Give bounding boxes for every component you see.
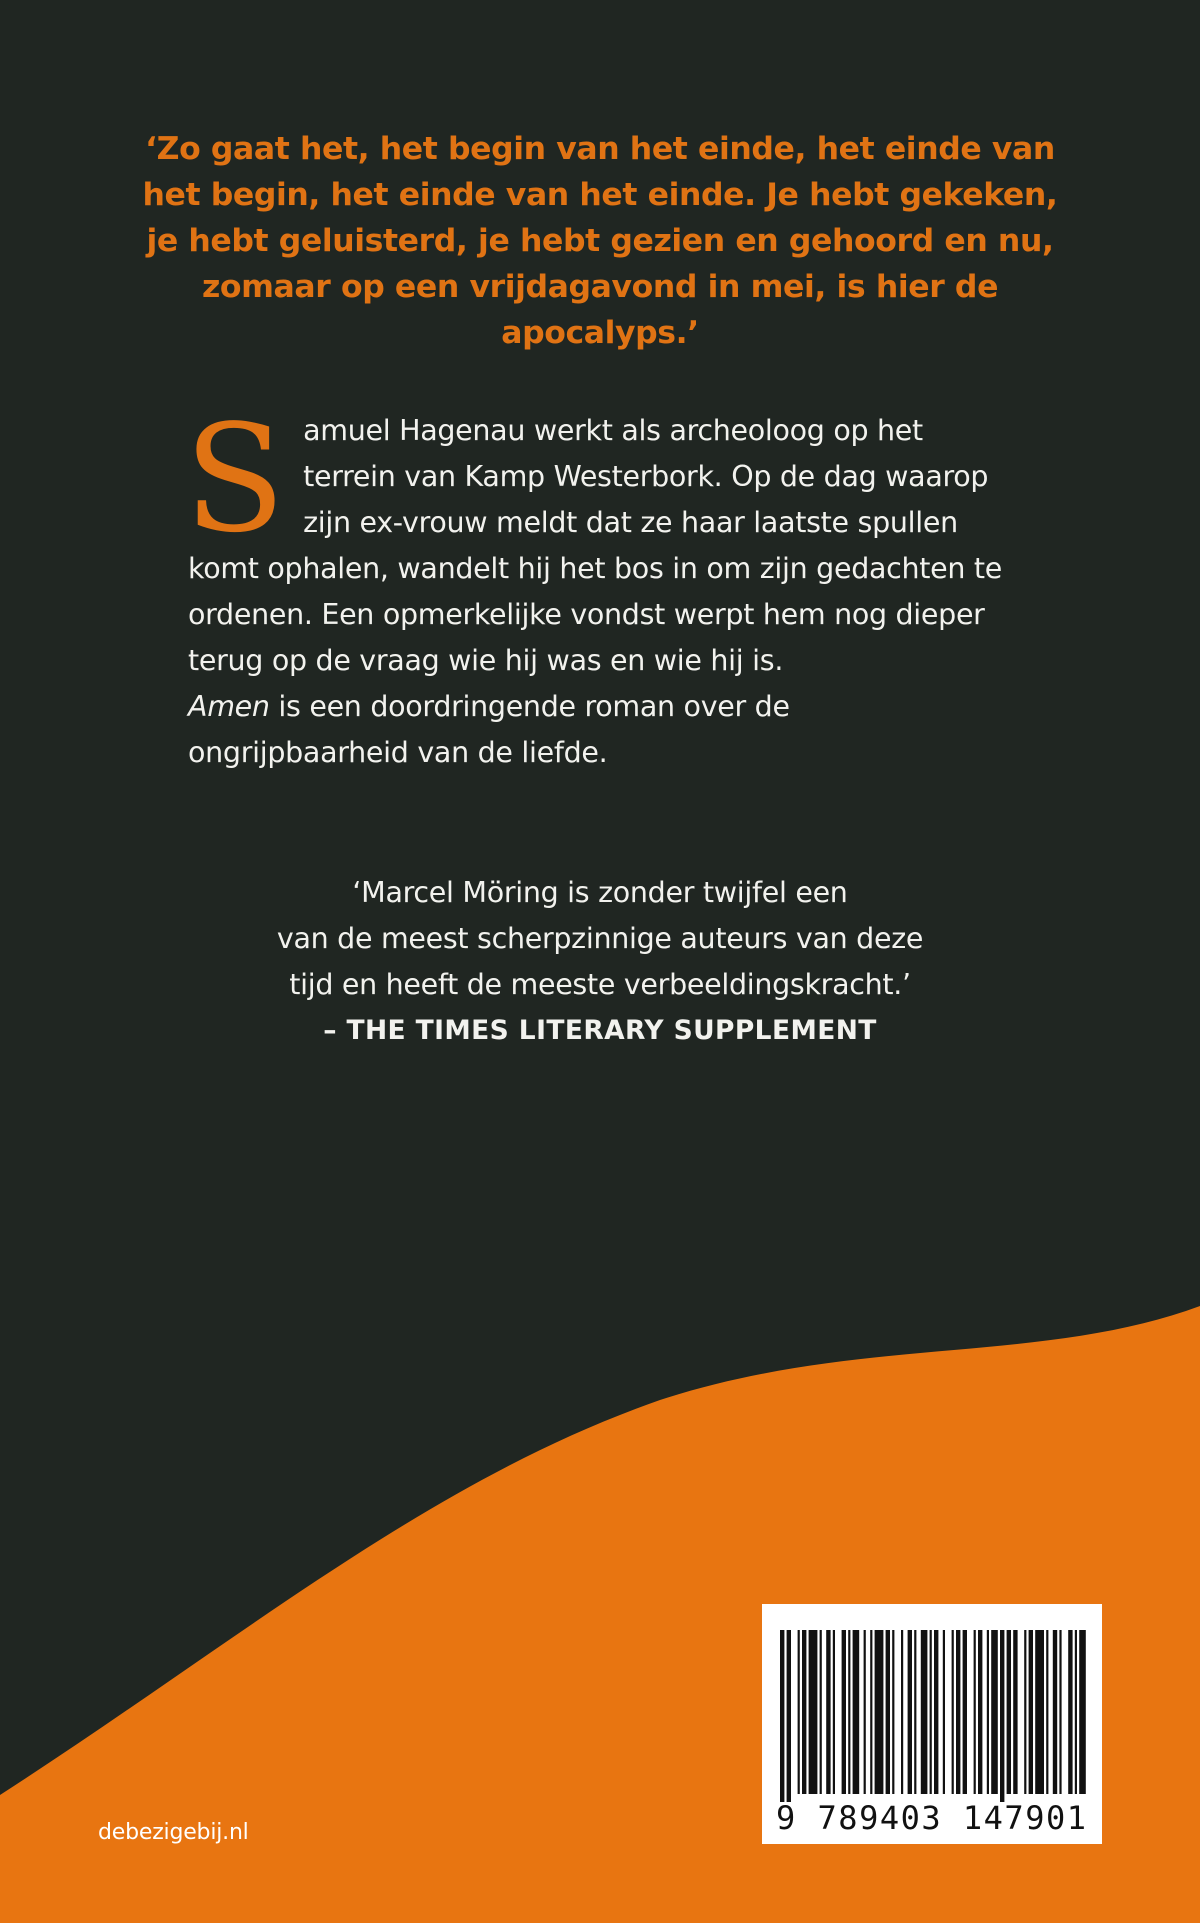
barcode-bar	[1029, 1630, 1033, 1794]
barcode-bar	[1046, 1630, 1048, 1794]
review-line-2: van de meest scherpzinnige auteurs van deze	[276, 922, 924, 955]
barcode-bar	[1035, 1630, 1044, 1794]
barcode-bar	[963, 1630, 967, 1794]
review-line-1: ‘Marcel Möring is zonder twijfel een	[352, 876, 848, 909]
review-source: – THE TIMES LITERARY SUPPLEMENT	[323, 1015, 877, 1046]
barcode-bar	[787, 1630, 791, 1802]
barcode-bar	[853, 1630, 860, 1794]
barcode-bar	[930, 1630, 932, 1794]
barcode-bar	[978, 1630, 982, 1794]
barcode-bar	[875, 1630, 884, 1794]
publisher-website: debezigebij.nl	[98, 1820, 249, 1845]
barcode-bar	[886, 1630, 890, 1794]
barcode-bar	[842, 1630, 846, 1794]
description-paragraph	[188, 408, 1018, 684]
barcode-bar	[1013, 1630, 1017, 1794]
barcode-bar	[987, 1630, 989, 1794]
barcode-bar	[901, 1630, 903, 1794]
book-title-italic: Amen	[188, 690, 270, 723]
barcode-bar	[892, 1630, 894, 1794]
barcode-bar	[934, 1630, 938, 1794]
barcode-bar	[921, 1630, 928, 1794]
isbn-digits: 9 789403 147901	[776, 1799, 1088, 1837]
barcode-bar	[1000, 1630, 1004, 1802]
description-text: amuel Hagenau werkt als archeoloog op het terrein van Kamp Westerbork. Op de dag waarop zijn ex-vrouw meldt dat ze haar laatste spullen komt ophalen, wandelt hij het bos in om zijn gedachten te ordenen. Een opmerkelijke vondst werpt hem nog dieper terug op de vraag wie hij was en wie hij is.	[188, 414, 1003, 677]
barcode-bar	[826, 1630, 830, 1794]
review-line-3: tijd en heeft de meeste verbeeldingskracht.’	[289, 968, 911, 1001]
barcode-bar	[798, 1630, 800, 1794]
barcode-bar	[952, 1630, 954, 1794]
barcode-bar	[870, 1630, 872, 1794]
barcode-bar	[848, 1630, 850, 1794]
barcode-bar	[1079, 1630, 1086, 1794]
barcode-bar	[1075, 1630, 1077, 1794]
barcode-bar	[780, 1630, 784, 1802]
barcode-bar	[908, 1630, 912, 1794]
barcode-bar	[1068, 1630, 1072, 1794]
description-closing-paragraph	[188, 684, 1018, 776]
barcode-bar	[1059, 1630, 1061, 1794]
description-closing-text: is een doordringende roman over de ongrijpbaarheid van de liefde.	[188, 690, 790, 769]
barcode-bar	[833, 1630, 835, 1794]
barcode-bar	[956, 1630, 960, 1794]
barcode-bar	[1007, 1630, 1011, 1794]
book-description	[184, 393, 1018, 776]
isbn-barcode	[762, 1604, 1102, 1844]
barcode-bar	[802, 1630, 806, 1794]
barcode-bar	[809, 1630, 818, 1794]
barcode-bar	[1053, 1630, 1057, 1794]
drop-cap: S	[184, 393, 286, 565]
barcode-bar	[864, 1630, 866, 1794]
barcode-bar	[1024, 1630, 1026, 1794]
review-quote	[200, 870, 1000, 1054]
barcode-bar	[991, 1630, 998, 1794]
barcode-bar	[974, 1630, 976, 1794]
barcode-bar	[943, 1630, 945, 1794]
barcode-bar	[820, 1630, 822, 1794]
pull-quote: ‘Zo gaat het, het begin van het einde, het einde van het begin, het einde van het einde. Je hebt gekeken, je hebt geluisterd, je hebt gezien en gehoord en nu, zomaar op een vrijdagavond in mei, is hier de apocalyps.’	[142, 131, 1058, 351]
barcode-bar	[914, 1630, 916, 1794]
